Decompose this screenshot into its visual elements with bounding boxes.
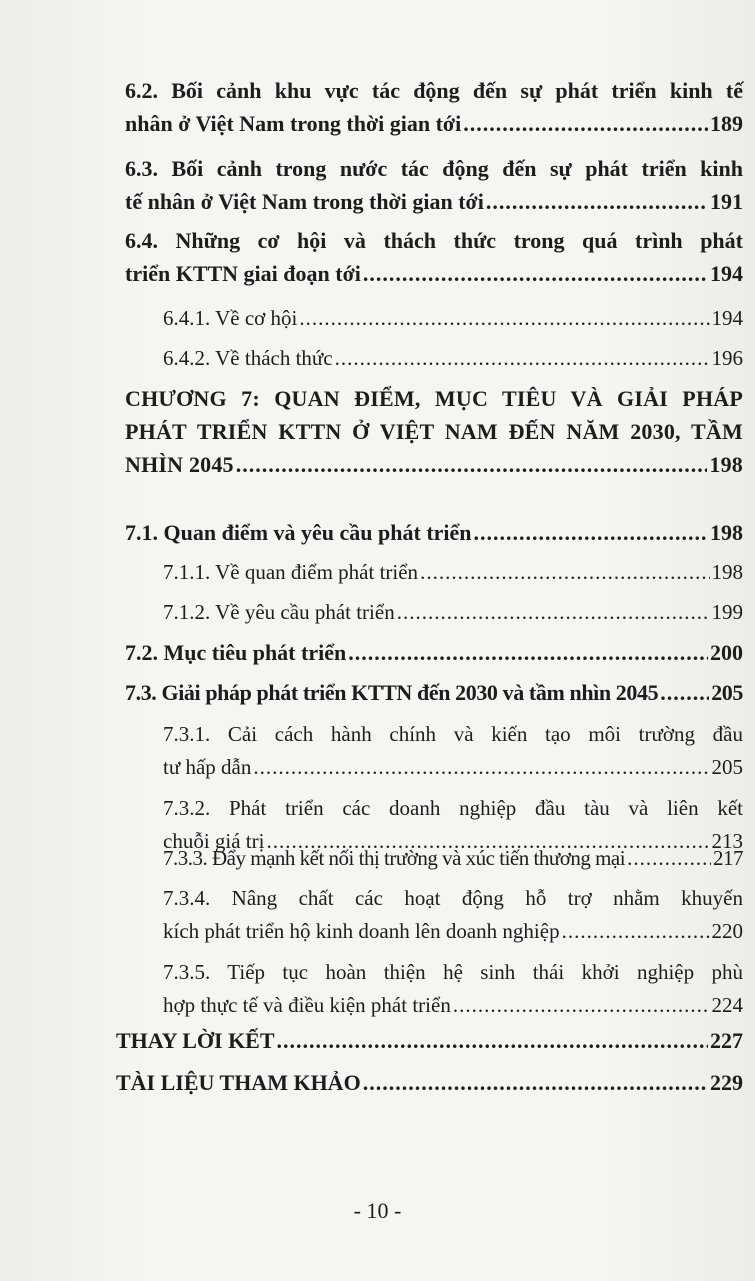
toc-entry-chapter-7[interactable]	[125, 382, 743, 481]
toc-entry-7-1-1[interactable]	[163, 556, 743, 589]
toc-entry-7-3[interactable]	[125, 676, 743, 709]
dot-leader	[463, 107, 708, 140]
dot-leader	[562, 915, 710, 948]
toc-entry-6-2[interactable]	[125, 74, 743, 140]
page-number: 199	[711, 600, 743, 624]
toc-entry-7-3-1[interactable]	[163, 718, 743, 784]
toc-entry-title: 7.1.1. Về quan điểm phát triển	[163, 560, 419, 584]
toc-entry-title: 6.2. Bối cảnh khu vực tác động đến sự phát triển kinh tế	[125, 78, 743, 103]
toc-entry-title: 7.3.1. Cải cách hành chính và kiến tạo môi trường đầu	[163, 722, 743, 746]
page-number: 205	[711, 680, 743, 705]
toc-entry-title: 7.3.3. Đẩy mạnh kết nối thị trường và xúc tiến thương mại	[163, 846, 626, 870]
toc-entry-7-3-4[interactable]	[163, 882, 743, 948]
page-number: 189	[710, 111, 743, 136]
toc-entry-references[interactable]	[116, 1066, 743, 1099]
dot-leader	[348, 636, 708, 669]
page-footer-number: - 10 -	[353, 1198, 402, 1223]
page-number: 217	[713, 846, 743, 870]
page-number: 205	[711, 755, 743, 779]
dot-leader	[299, 302, 709, 335]
toc-entry-6-3[interactable]	[125, 152, 743, 218]
page-number: 198	[709, 452, 743, 477]
toc-entry-title: 6.3. Bối cảnh trong nước tác động đến sự phát triển kinh	[125, 156, 743, 181]
dot-leader	[627, 842, 711, 875]
dot-leader	[420, 556, 709, 589]
toc-entry-conclusion[interactable]	[116, 1024, 743, 1057]
dot-leader	[453, 989, 710, 1022]
dot-leader	[363, 1066, 708, 1099]
toc-entry-title-end: hợp thực tế và điều kiện phát triển	[163, 993, 451, 1017]
dot-leader	[486, 185, 708, 218]
page-number: 227	[710, 1028, 743, 1053]
toc-entry-title: TÀI LIỆU THAM KHẢO	[116, 1070, 361, 1095]
toc-entry-title: 6.4.2. Về thách thức	[163, 346, 333, 370]
toc-entry-title: 7.3.4. Nâng chất các hoạt động hỗ trợ nhằm khuyến	[163, 886, 743, 910]
toc-entry-7-1[interactable]	[125, 516, 743, 549]
toc-entry-title-end: chuỗi giá trị	[163, 829, 265, 853]
toc-entry-title-end: nhân ở Việt Nam trong thời gian tới	[125, 111, 462, 136]
page-number: 229	[710, 1070, 743, 1095]
toc-entry-title: CHƯƠNG 7: QUAN ĐIỂM, MỤC TIÊU VÀ GIẢI PHÁP	[125, 386, 743, 411]
toc-entry-title-end: kích phát triển hộ kinh doanh lên doanh nghiệp	[163, 919, 560, 943]
toc-entry-6-4-1[interactable]	[163, 302, 743, 335]
page-number: 196	[711, 346, 743, 370]
toc-entry-title: 6.4. Những cơ hội và thách thức trong quá trình phát	[125, 228, 743, 253]
page-number: 220	[711, 919, 743, 943]
toc-entry-title: 6.4.1. Về cơ hội	[163, 306, 298, 330]
page-number: 198	[711, 560, 743, 584]
toc-entry-title: 7.3.5. Tiếp tục hoàn thiện hệ sinh thái khởi nghiệp phù	[163, 960, 743, 984]
page-number: 200	[710, 640, 743, 665]
dot-leader	[335, 342, 710, 375]
page-number: 224	[711, 993, 743, 1017]
toc-entry-title: THAY LỜI KẾT	[116, 1028, 275, 1053]
toc-entry-title: 7.1.2. Về yêu cầu phát triển	[163, 600, 395, 624]
dot-leader	[363, 257, 708, 290]
toc-entry-title: 7.2. Mục tiêu phát triển	[125, 640, 347, 665]
dot-leader	[236, 448, 708, 481]
toc-entry-title: 7.1. Quan điểm và yêu cầu phát triển	[125, 520, 472, 545]
toc-entry-title: 7.3.2. Phát triển các doanh nghiệp đầu tàu và liên kết	[163, 796, 743, 820]
toc-entry-6-4[interactable]	[125, 224, 743, 290]
toc-entry-title-end: tế nhân ở Việt Nam trong thời gian tới	[125, 189, 484, 214]
toc-entry-6-4-2[interactable]	[163, 342, 743, 375]
dot-leader	[397, 596, 710, 629]
toc-entry-7-2[interactable]	[125, 636, 743, 669]
toc-entry-7-1-2[interactable]	[163, 596, 743, 629]
page-number: 194	[711, 306, 743, 330]
toc-entry-title: PHÁT TRIỂN KTTN Ở VIỆT NAM ĐẾN NĂM 2030, TẦM	[125, 419, 743, 444]
page-number: 191	[710, 189, 743, 214]
toc-entry-7-3-3[interactable]	[163, 842, 743, 875]
dot-leader	[277, 1024, 708, 1057]
dot-leader	[660, 676, 709, 709]
toc-entry-title-end: NHÌN 2045	[125, 452, 234, 477]
page-number: 194	[710, 261, 743, 286]
page-number: 198	[710, 520, 743, 545]
dot-leader	[474, 516, 708, 549]
toc-entry-title: 7.3. Giải pháp phát triển KTTN đến 2030 và tầm nhìn 2045	[125, 680, 659, 705]
toc-entry-title-end: tư hấp dẫn	[163, 755, 252, 779]
toc-entry-title-end: triển KTTN giai đoạn tới	[125, 261, 361, 286]
page-number: 213	[711, 829, 743, 853]
dot-leader	[253, 751, 709, 784]
toc-entry-7-3-5[interactable]	[163, 956, 743, 1022]
